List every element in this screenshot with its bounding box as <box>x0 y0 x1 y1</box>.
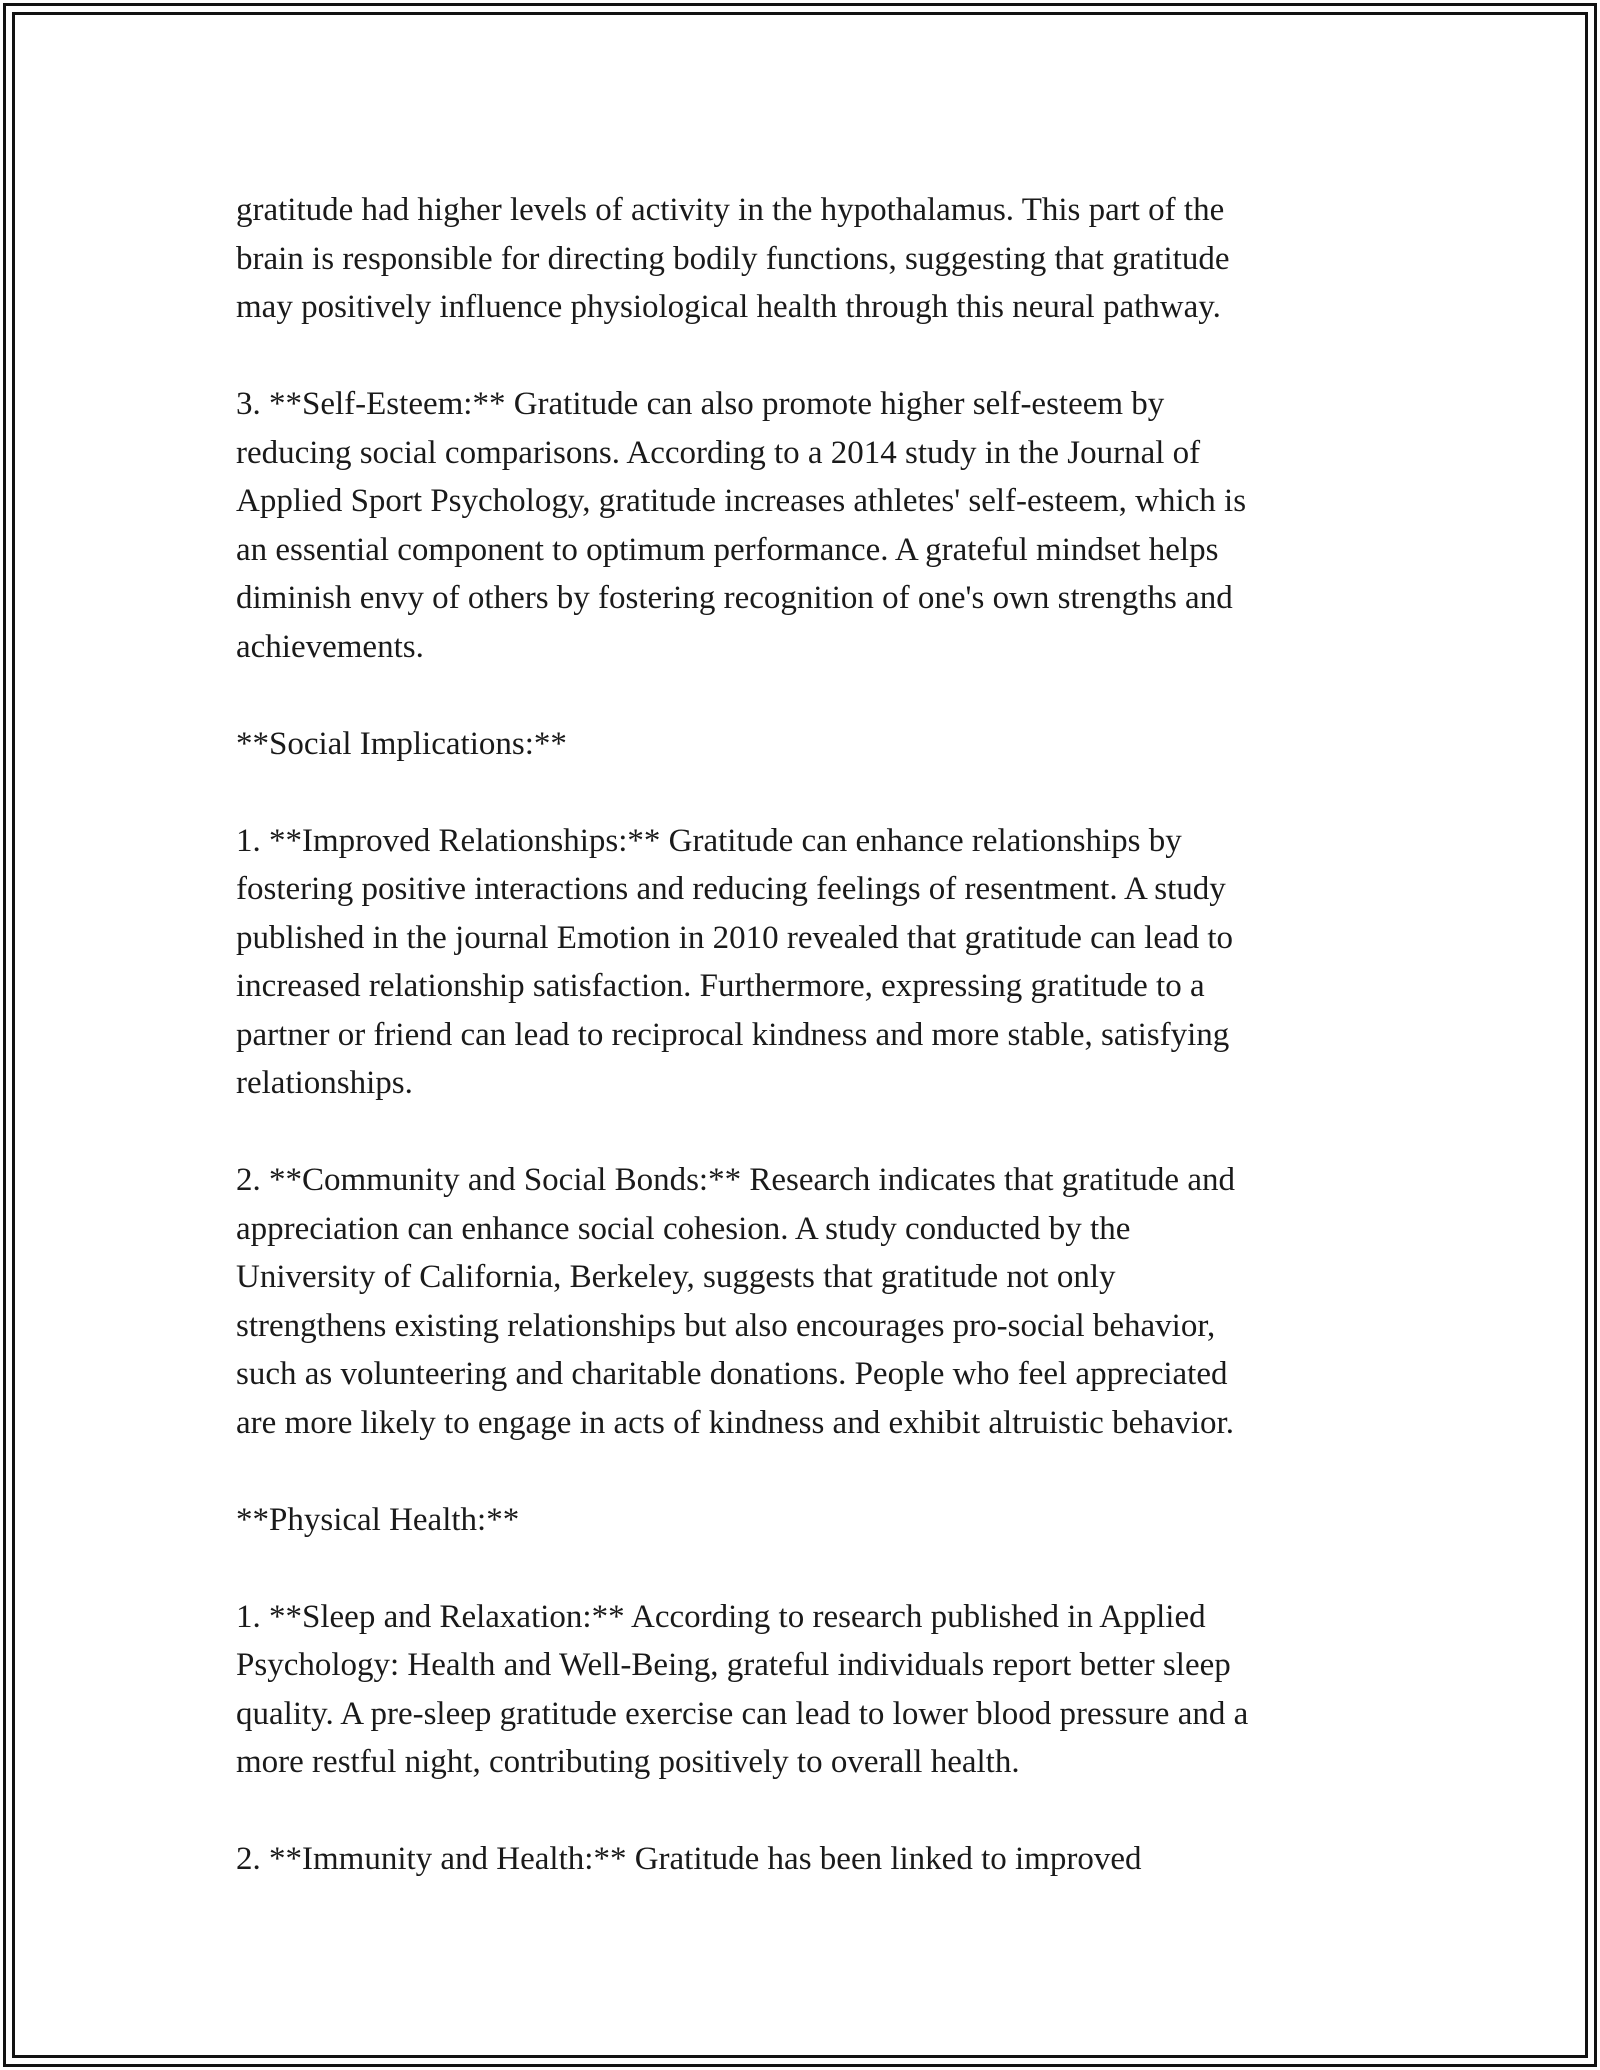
paragraph-sleep-relaxation <box>236 1593 1376 1787</box>
text-line: partner or friend can lead to reciprocal kindness and more stable, satisfying <box>236 1016 1230 1053</box>
text-line: reducing social comparisons. According to a 2014 study in the Journal of <box>236 434 1201 471</box>
paragraph-self-esteem <box>236 380 1376 671</box>
text-line: Psychology: Health and Well-Being, grateful individuals report better sleep <box>236 1647 1231 1683</box>
text-line: achievements. <box>236 628 424 665</box>
text-line: 1. **Sleep and Relaxation:** According to research published in Applied <box>236 1598 1206 1635</box>
text-line: 2. **Immunity and Health:** Gratitude has been linked to improved <box>236 1841 1142 1877</box>
section-heading: **Social Implications:** <box>236 725 567 762</box>
text-line: 3. **Self-Esteem:** Gratitude can also promote higher self-esteem by <box>236 386 1165 422</box>
text-line: fostering positive interactions and reducing feelings of resentment. A study <box>236 871 1226 907</box>
section-heading: **Physical Health:** <box>236 1501 520 1538</box>
text-line: 2. **Community and Social Bonds:** Research indicates that gratitude and <box>236 1162 1235 1198</box>
text-line: strengthens existing relationships but also encourages pro-social behavior, <box>236 1307 1216 1344</box>
paragraph-immunity-health <box>236 1835 1376 1884</box>
heading-physical-health <box>236 1496 1376 1545</box>
paragraph-hypothalamus <box>236 186 1376 332</box>
paragraph-community-bonds <box>236 1156 1376 1447</box>
text-line: brain is responsible for directing bodily functions, suggesting that gratitude <box>236 240 1230 277</box>
text-line: such as volunteering and charitable donations. People who feel appreciated <box>236 1356 1228 1392</box>
text-line: an essential component to optimum performance. A grateful mindset helps <box>236 531 1219 568</box>
text-line: relationships. <box>236 1065 413 1101</box>
text-line: published in the journal Emotion in 2010 revealed that gratitude can lead to <box>236 919 1234 956</box>
text-line: increased relationship satisfaction. Furthermore, expressing gratitude to a <box>236 968 1205 1004</box>
heading-social-implications <box>236 720 1376 769</box>
text-line: appreciation can enhance social cohesion. A study conducted by the <box>236 1210 1131 1247</box>
text-line: diminish envy of others by fostering recognition of one's own strengths and <box>236 580 1233 616</box>
text-line: are more likely to engage in acts of kindness and exhibit altruistic behavior. <box>236 1404 1234 1441</box>
paragraph-improved-relationships <box>236 817 1376 1108</box>
text-line: quality. A pre-sleep gratitude exercise can lead to lower blood pressure and a <box>236 1695 1249 1732</box>
text-line: more restful night, contributing positively to overall health. <box>236 1744 1020 1780</box>
text-line: 1. **Improved Relationships:** Gratitude can enhance relationships by <box>236 822 1182 859</box>
document-body <box>236 186 1376 1932</box>
text-line: may positively influence physiological health through this neural pathway. <box>236 289 1221 325</box>
text-line: Applied Sport Psychology, gratitude increases athletes' self-esteem, which is <box>236 483 1247 519</box>
text-line: gratitude had higher levels of activity in the hypothalamus. This part of the <box>236 192 1225 228</box>
text-line: University of California, Berkeley, suggests that gratitude not only <box>236 1259 1116 1295</box>
